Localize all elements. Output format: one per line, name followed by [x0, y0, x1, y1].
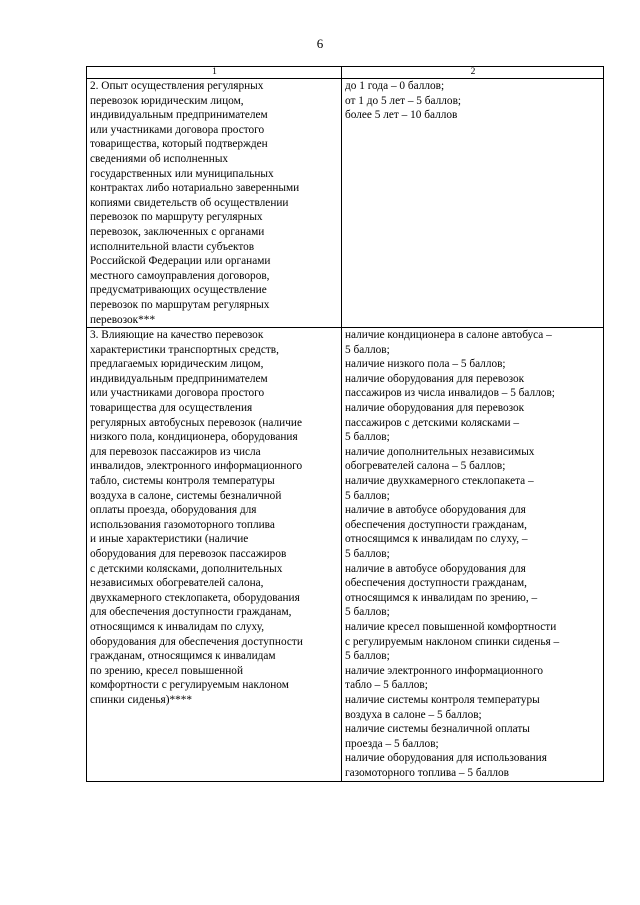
text-line: до 1 года – 0 баллов; [345, 80, 445, 92]
text-line: от 1 до 5 лет – 5 баллов; [345, 94, 462, 107]
criterion-cell [87, 79, 342, 328]
text-line: государственных или муниципальных [90, 167, 274, 180]
text-line: сведениями об исполненных [90, 152, 229, 165]
text-line: воздуха в салоне, системы безналичной [90, 489, 282, 502]
text-line: обогревателей салона – 5 баллов; [345, 460, 506, 473]
text-line: наличие двухкамерного стеклопакета – [345, 475, 534, 488]
text-line: спинки сиденья)**** [90, 693, 193, 706]
criterion-cell [87, 328, 342, 781]
text-line: табло, системы контроля температуры [90, 475, 275, 488]
text-line: предлагаемых юридическим лицом, [90, 358, 264, 371]
text-line: использования газомоторного топлива [90, 518, 275, 531]
column-number-2: 2 [342, 67, 604, 79]
text-line: табло – 5 баллов; [345, 679, 428, 692]
text-line: наличие в автобусе оборудования для [345, 562, 526, 575]
text-line: перевозок юридическим лицом, [90, 94, 244, 107]
text-line: проезда – 5 баллов; [345, 737, 439, 750]
text-line: копиями свидетельств об осуществлении [90, 196, 289, 209]
text-line: наличие системы безналичной оплаты [345, 723, 530, 736]
text-line: гражданам, относящимся к инвалидам [90, 650, 276, 663]
text-line: более 5 лет – 10 баллов [345, 109, 458, 122]
text-line: независимых обогревателей салона, [90, 577, 264, 590]
criteria-table [86, 66, 604, 782]
text-line: наличие низкого пола – 5 баллов; [345, 358, 506, 371]
text-line: наличие оборудования для перевозок [345, 372, 525, 385]
text-line: 3. Влияющие на качество перевозок [90, 329, 264, 342]
table-header-row [87, 67, 604, 79]
text-line: оборудования для перевозок пассажиров [90, 548, 287, 560]
text-line: относящимся к инвалидам по зрению, – [345, 591, 538, 604]
text-line: по зрению, кресел повышенной [90, 664, 243, 677]
text-line: и иные характеристики (наличие [90, 533, 249, 546]
text-line: пассажиров с детскими колясками – [345, 416, 520, 429]
text-line: воздуха в салоне – 5 баллов; [345, 708, 482, 721]
text-line: индивидуальным предпринимателем [90, 372, 268, 385]
text-line: 5 баллов; [345, 548, 390, 560]
text-line: оплаты проезда, оборудования для [90, 504, 257, 517]
text-line: наличие электронного информационного [345, 664, 544, 677]
text-line: комфортности с регулируемым наклоном [90, 679, 289, 692]
text-line: перевозок по маршруту регулярных [90, 211, 263, 224]
text-line: обеспечения доступности гражданам, [345, 518, 528, 531]
table-row [87, 79, 604, 328]
text-line: исполнительной власти субъектов [90, 240, 255, 253]
text-line: характеристики транспортных средств, [90, 343, 279, 356]
text-line: относящимся к инвалидам по слуху, [90, 620, 265, 633]
text-line: предусматривающих осуществление [90, 284, 267, 297]
text-line: или участниками договора простого [90, 123, 265, 136]
text-line: для обеспечения доступности гражданам, [90, 606, 292, 619]
table-row [87, 328, 604, 781]
text-line: 5 баллов; [345, 431, 390, 444]
text-line: низкого пола, кондиционера, оборудования [90, 431, 298, 444]
text-line: наличие в автобусе оборудования для [345, 504, 526, 517]
text-line: контрактах либо нотариально заверенными [90, 182, 300, 195]
text-line: регулярных автобусных перевозок (наличие [90, 416, 302, 429]
page-number: 6 [316, 36, 324, 51]
score-cell [342, 328, 604, 781]
text-line: наличие кондиционера в салоне автобуса – [345, 329, 552, 342]
text-line: пассажиров из числа инвалидов – 5 баллов; [345, 387, 555, 400]
text-line: для перевозок пассажиров из числа [90, 445, 261, 458]
text-line: наличие оборудования для перевозок [345, 402, 525, 415]
text-line: перевозок по маршрутам регулярных [90, 298, 270, 311]
text-line: индивидуальным предпринимателем [90, 109, 268, 122]
text-line: 5 баллов; [345, 650, 390, 663]
text-line: Российской Федерации или органами [90, 255, 271, 268]
text-line: 2. Опыт осуществления регулярных [90, 80, 264, 92]
text-line: перевозок*** [90, 313, 156, 326]
text-line: оборудования для обеспечения доступности [90, 635, 303, 648]
text-line: с регулируемым наклоном спинки сиденья – [345, 635, 560, 648]
text-line: инвалидов, электронного информационного [90, 460, 303, 473]
score-cell [342, 79, 604, 328]
text-line: наличие системы контроля температуры [345, 693, 540, 706]
text-line: двухкамерного стеклопакета, оборудования [90, 591, 300, 604]
text-line: с детскими колясками, дополнительных [90, 562, 283, 575]
text-line: перевозок, заключенных с органами [90, 225, 265, 238]
text-line: наличие оборудования для использования [345, 752, 547, 765]
text-line: товарищества для осуществления [90, 402, 253, 415]
text-line: наличие дополнительных независимых [345, 445, 535, 458]
text-line: относящимся к инвалидам по слуху, – [345, 533, 528, 546]
text-line: 5 баллов; [345, 489, 390, 502]
text-line: или участниками договора простого [90, 387, 265, 400]
text-line: местного самоуправления договоров, [90, 269, 270, 282]
text-line: газомоторного топлива – 5 баллов [345, 766, 509, 779]
text-line: наличие кресел повышенной комфортности [345, 620, 557, 633]
text-line: товарищества, который подтвержден [90, 138, 268, 151]
text-line: 5 баллов; [345, 606, 390, 619]
text-line: 5 баллов; [345, 343, 390, 356]
column-number-1: 1 [87, 67, 342, 79]
text-line: обеспечения доступности гражданам, [345, 577, 528, 590]
